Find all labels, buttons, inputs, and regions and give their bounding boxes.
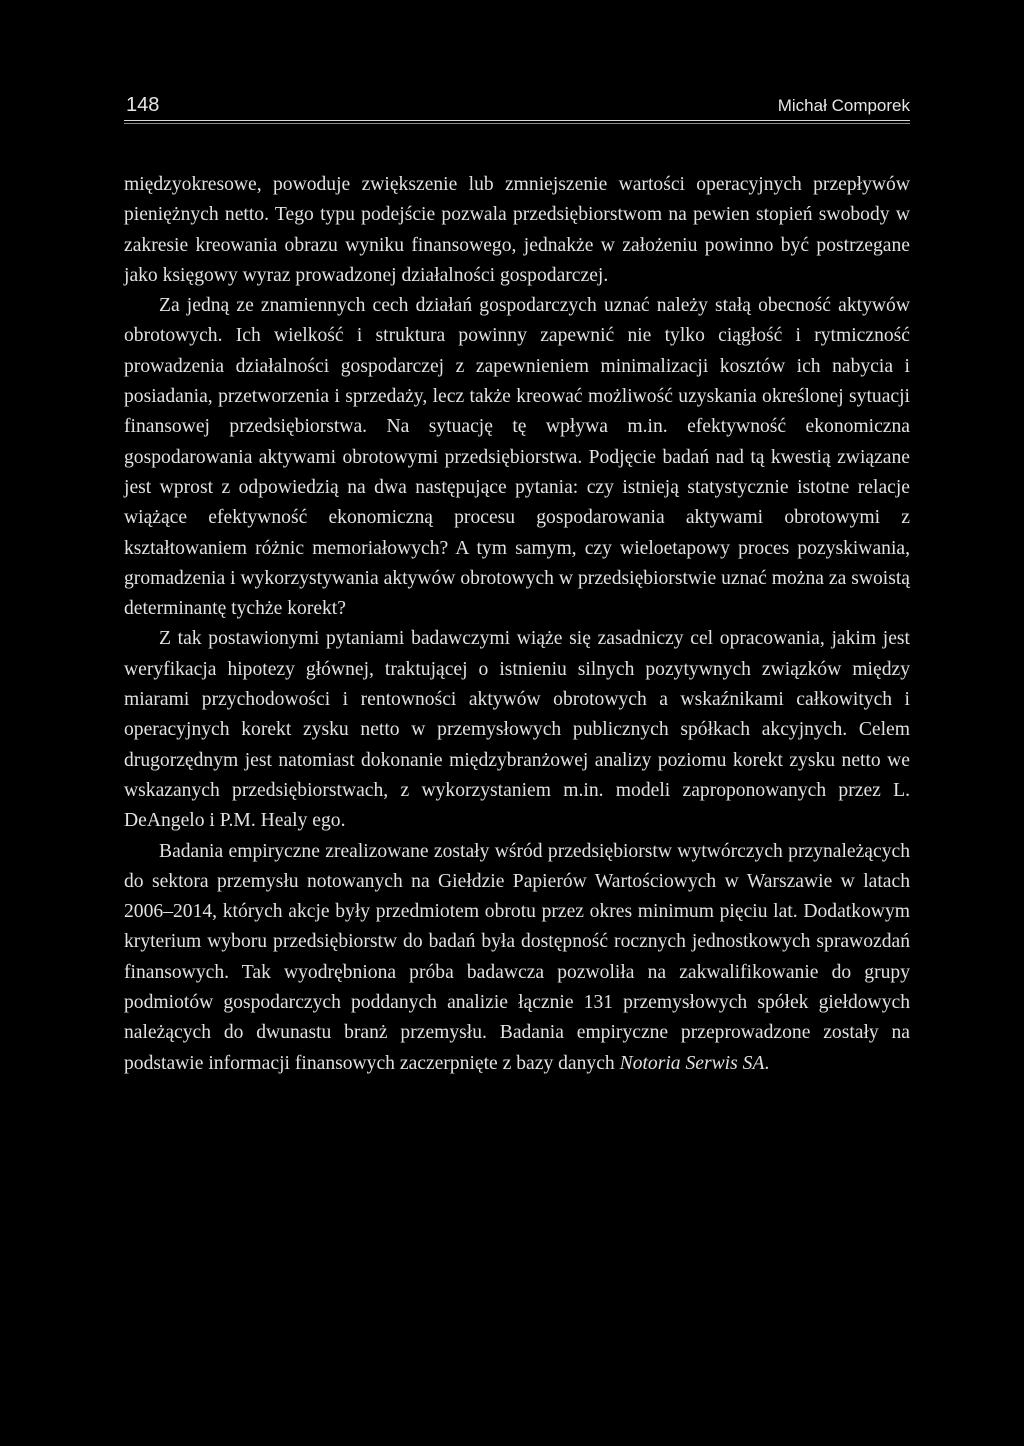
paragraph-2-text: Za jedną ze znamiennych cech działań gospodarczych uznać należy stałą obecność aktywów obrotowych. Ich wielkość i struktura powinny zapewnić nie tylko ciągłość i rytmiczność prowadzenia działalności gospodarczej z zapewnieniem minimalizacji kosztów ich nabycia i posiadania, przetworzenia i sprzedaży, lecz także kreować możliwość uzyskania określonej sytuacji finansowej przedsiębiorstwa. Na sytuację tę wpływa m.in. efektywność ekonomiczna gospodarowania aktywami obrotowymi przedsiębiorstwa. Podjęcie badań nad tą kwestią związane jest wprost z odpowiedzią na dwa następujące pytania: czy istnieją statystycznie istotne relacje wiążące efektywność ekonomiczną procesu gospodarowania aktywami obrotowymi z kształtowaniem różnic memoriałowych? A tym samym, czy wieloetapowy proces pozyskiwania, gromadzenia i wykorzystywania aktywów obrotowych w przedsiębiorstwie uznać można za swoistą determinantę tychże korekt? [124, 295, 910, 620]
paragraph-4-end: . [764, 1052, 770, 1074]
header-rule [124, 123, 910, 124]
paragraph-4-text: Badania empiryczne zrealizowane zostały wśród przedsiębiorstw wytwórczych przynależących do sektora przemysłu notowanych na Giełdzie Papierów Wartościowych w Warszawie w latach 2006–2014, których akcje były przedmiotem obrotu przez okres minimum pięciu lat. Dodatkowym kryterium wyboru przedsiębiorstw do badań była dostępność rocznych jednostkowych sprawozdań finansowych. Tak wyodrębniona próba badawcza pozwoliła na zakwalifikowanie do grupy podmiotów gospodarczych poddanych analizie łącznie 131 przemysłowych spółek giełdowych należących do dwunastu branż przemysłu. Badania empiryczne przeprowadzone zostały na podstawie informacji finansowych zaczerpnięte z bazy danych [124, 840, 910, 1074]
paragraph-3 [124, 624, 910, 836]
document-page [124, 94, 910, 1079]
running-head-author: Michał Comporek [777, 96, 910, 115]
body-text [124, 170, 910, 1079]
page-header [124, 94, 910, 121]
paragraph-1-text: międzyokresowe, powoduje zwiększenie lub zmniejszenie wartości operacyjnych przepływów pieniężnych netto. Tego typu podejście pozwala przedsiębiorstwom na pewien stopień swobody w zakresie kreowania obrazu wyniku finansowego, jednakże w założeniu powinno być postrzegane jako księgowy wyraz prowadzonej działalności gospodarczej. [124, 174, 910, 286]
paragraph-3-text: Z tak postawionymi pytaniami badawczymi wiąże się zasadniczy cel opracowania, jakim jest weryfikacja hipotezy głównej, traktującej o istnieniu silnych pozytywnych związków między miarami przychodowości i rentowności aktywów obrotowych a wskaźnikami całkowitych i operacyjnych korekt zysku netto w przemysłowych publicznych spółkach akcyjnych. Celem drugorzędnym jest natomiast dokonanie międzybranżowej analizy poziomu korekt zysku netto we wskazanych przedsiębiorstwach, z wykorzystaniem m.in. modeli zaproponowanych przez L. DeAngelo i P.M. Healy ego. [124, 628, 910, 832]
database-name-italic: Notoria Serwis SA [619, 1052, 765, 1074]
page-number: 148 [126, 94, 160, 116]
paragraph-2 [124, 291, 910, 624]
paragraph-4 [124, 837, 910, 1079]
paragraph-1 [124, 170, 910, 291]
